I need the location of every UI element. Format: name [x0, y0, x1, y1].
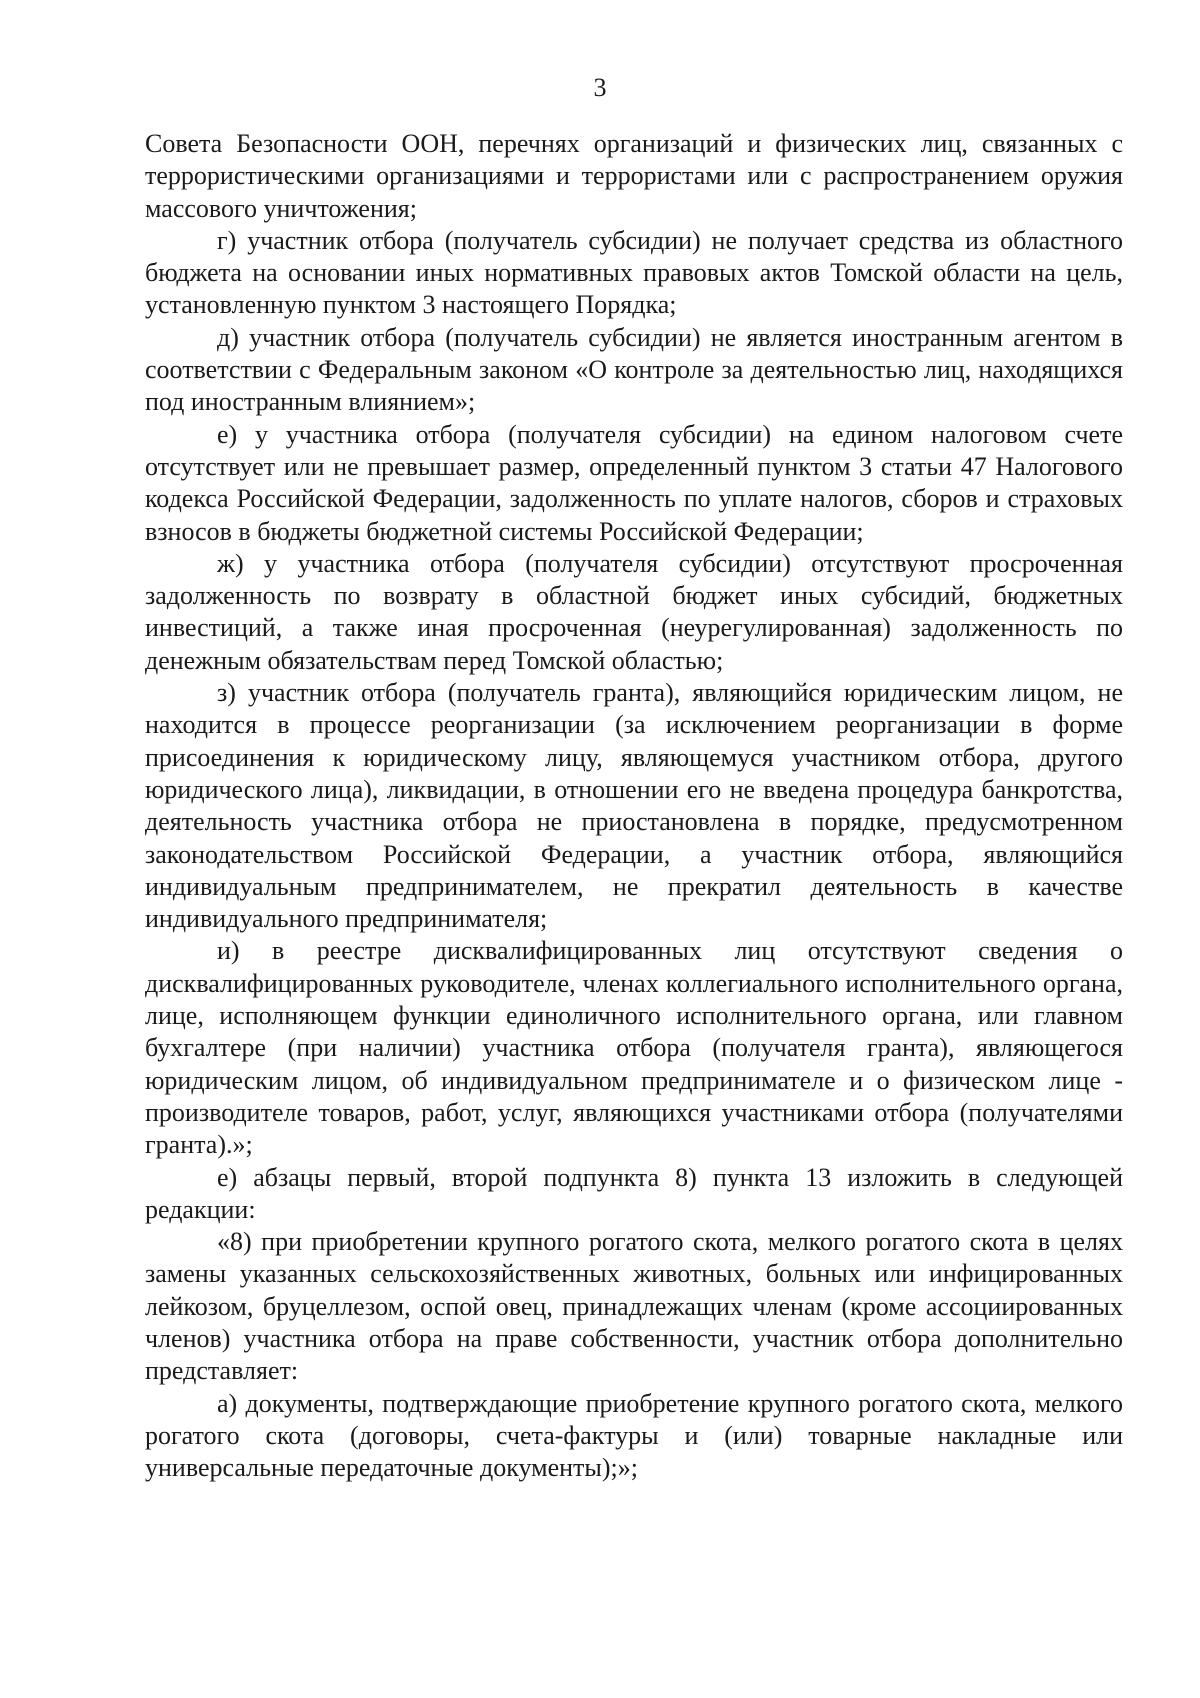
paragraph-item-g: г) участник отбора (получатель субсидии) не получает средства из областного бюджета на основании иных нормативных правовых актов Томской области на цель, установленную пунктом 3 настоящего Порядка; — [145, 225, 1123, 320]
paragraph-item-e: е) у участника отбора (получателя субсидии) на едином налоговом счете отсутствует или не превышает размер, определенный пунктом 3 статьи 47 Налогового кодекса Российской Федерации, задолженность по уплате налогов, сборов и страховых взносов в бюджеты бюджетной системы Российской Федерации; — [145, 419, 1123, 546]
paragraph-continuation: Совета Безопасности ООН, перечнях организаций и физических лиц, связанных с террористическими организациями и террористами или с распространением оружия массового уничтожения; — [145, 129, 1123, 223]
paragraph-subitem-a: а) документы, подтверждающие приобретение крупного рогатого скота, мелкого рогатого скота (договоры, счета-фактуры и (или) товарные накладные или универсальные передаточные документы);»; — [145, 1388, 1123, 1483]
paragraph-item-d: д) участник отбора (получатель субсидии) не является иностранным агентом в соответствии с Федеральным законом «О контроле за деятельностью лиц, находящихся под иностранным влиянием»; — [145, 322, 1123, 417]
page-number: 3 — [593, 73, 607, 102]
paragraph-amendment-e: е) абзацы первый, второй подпункта 8) пункта 13 изложить в следующей редакции: — [145, 1162, 1123, 1224]
paragraph-item-i: и) в реестре дисквалифицированных лиц отсутствуют сведения о дисквалифицированных руководителе, членах коллегиального исполнительного органа, лице, исполняющем функции единоличного исполнительного органа, или главном бухгалтере (при наличии) участника отбора (получателя гранта), являющегося юридическим лицом, об индивидуальном предпринимателе и о физическом лице - производителе товаров, работ, услуг, являющихся участниками отбора (получателями гранта).»; — [145, 936, 1123, 1160]
document-body — [145, 128, 1123, 1484]
paragraph-subitem-8: «8) при приобретении крупного рогатого скота, мелкого рогатого скота в целях замены указанных сельскохозяйственных животных, больных или инфицированных лейкозом, бруцеллезом, оспой овец, принадлежащих членам (кроме ассоциированных членов) участника отбора на праве собственности, участник отбора дополнительно представляет: — [145, 1227, 1123, 1386]
paragraph-item-zh: ж) у участника отбора (получателя субсидии) отсутствуют просроченная задолженность по возврату в областной бюджет иных субсидий, бюджетных инвестиций, а также иная просроченная (неурегулированная) задолженность по денежным обязательствам перед Томской областью; — [145, 548, 1123, 675]
paragraph-item-z: з) участник отбора (получатель гранта), являющийся юридическим лицом, не находится в процессе реорганизации (за исключением реорганизации в форме присоединения к юридическому лицу, являющемуся участником отбора, другого юридического лица), ликвидации, в отношении его не введена процедура банкротства, деятельность участника отбора не приостановлена в порядке, предусмотренном законодательством Российской Федерации, а участник отбора, являющийся индивидуальным предпринимателем, не прекратил деятельность в качестве индивидуального предпринимателя; — [145, 678, 1123, 934]
